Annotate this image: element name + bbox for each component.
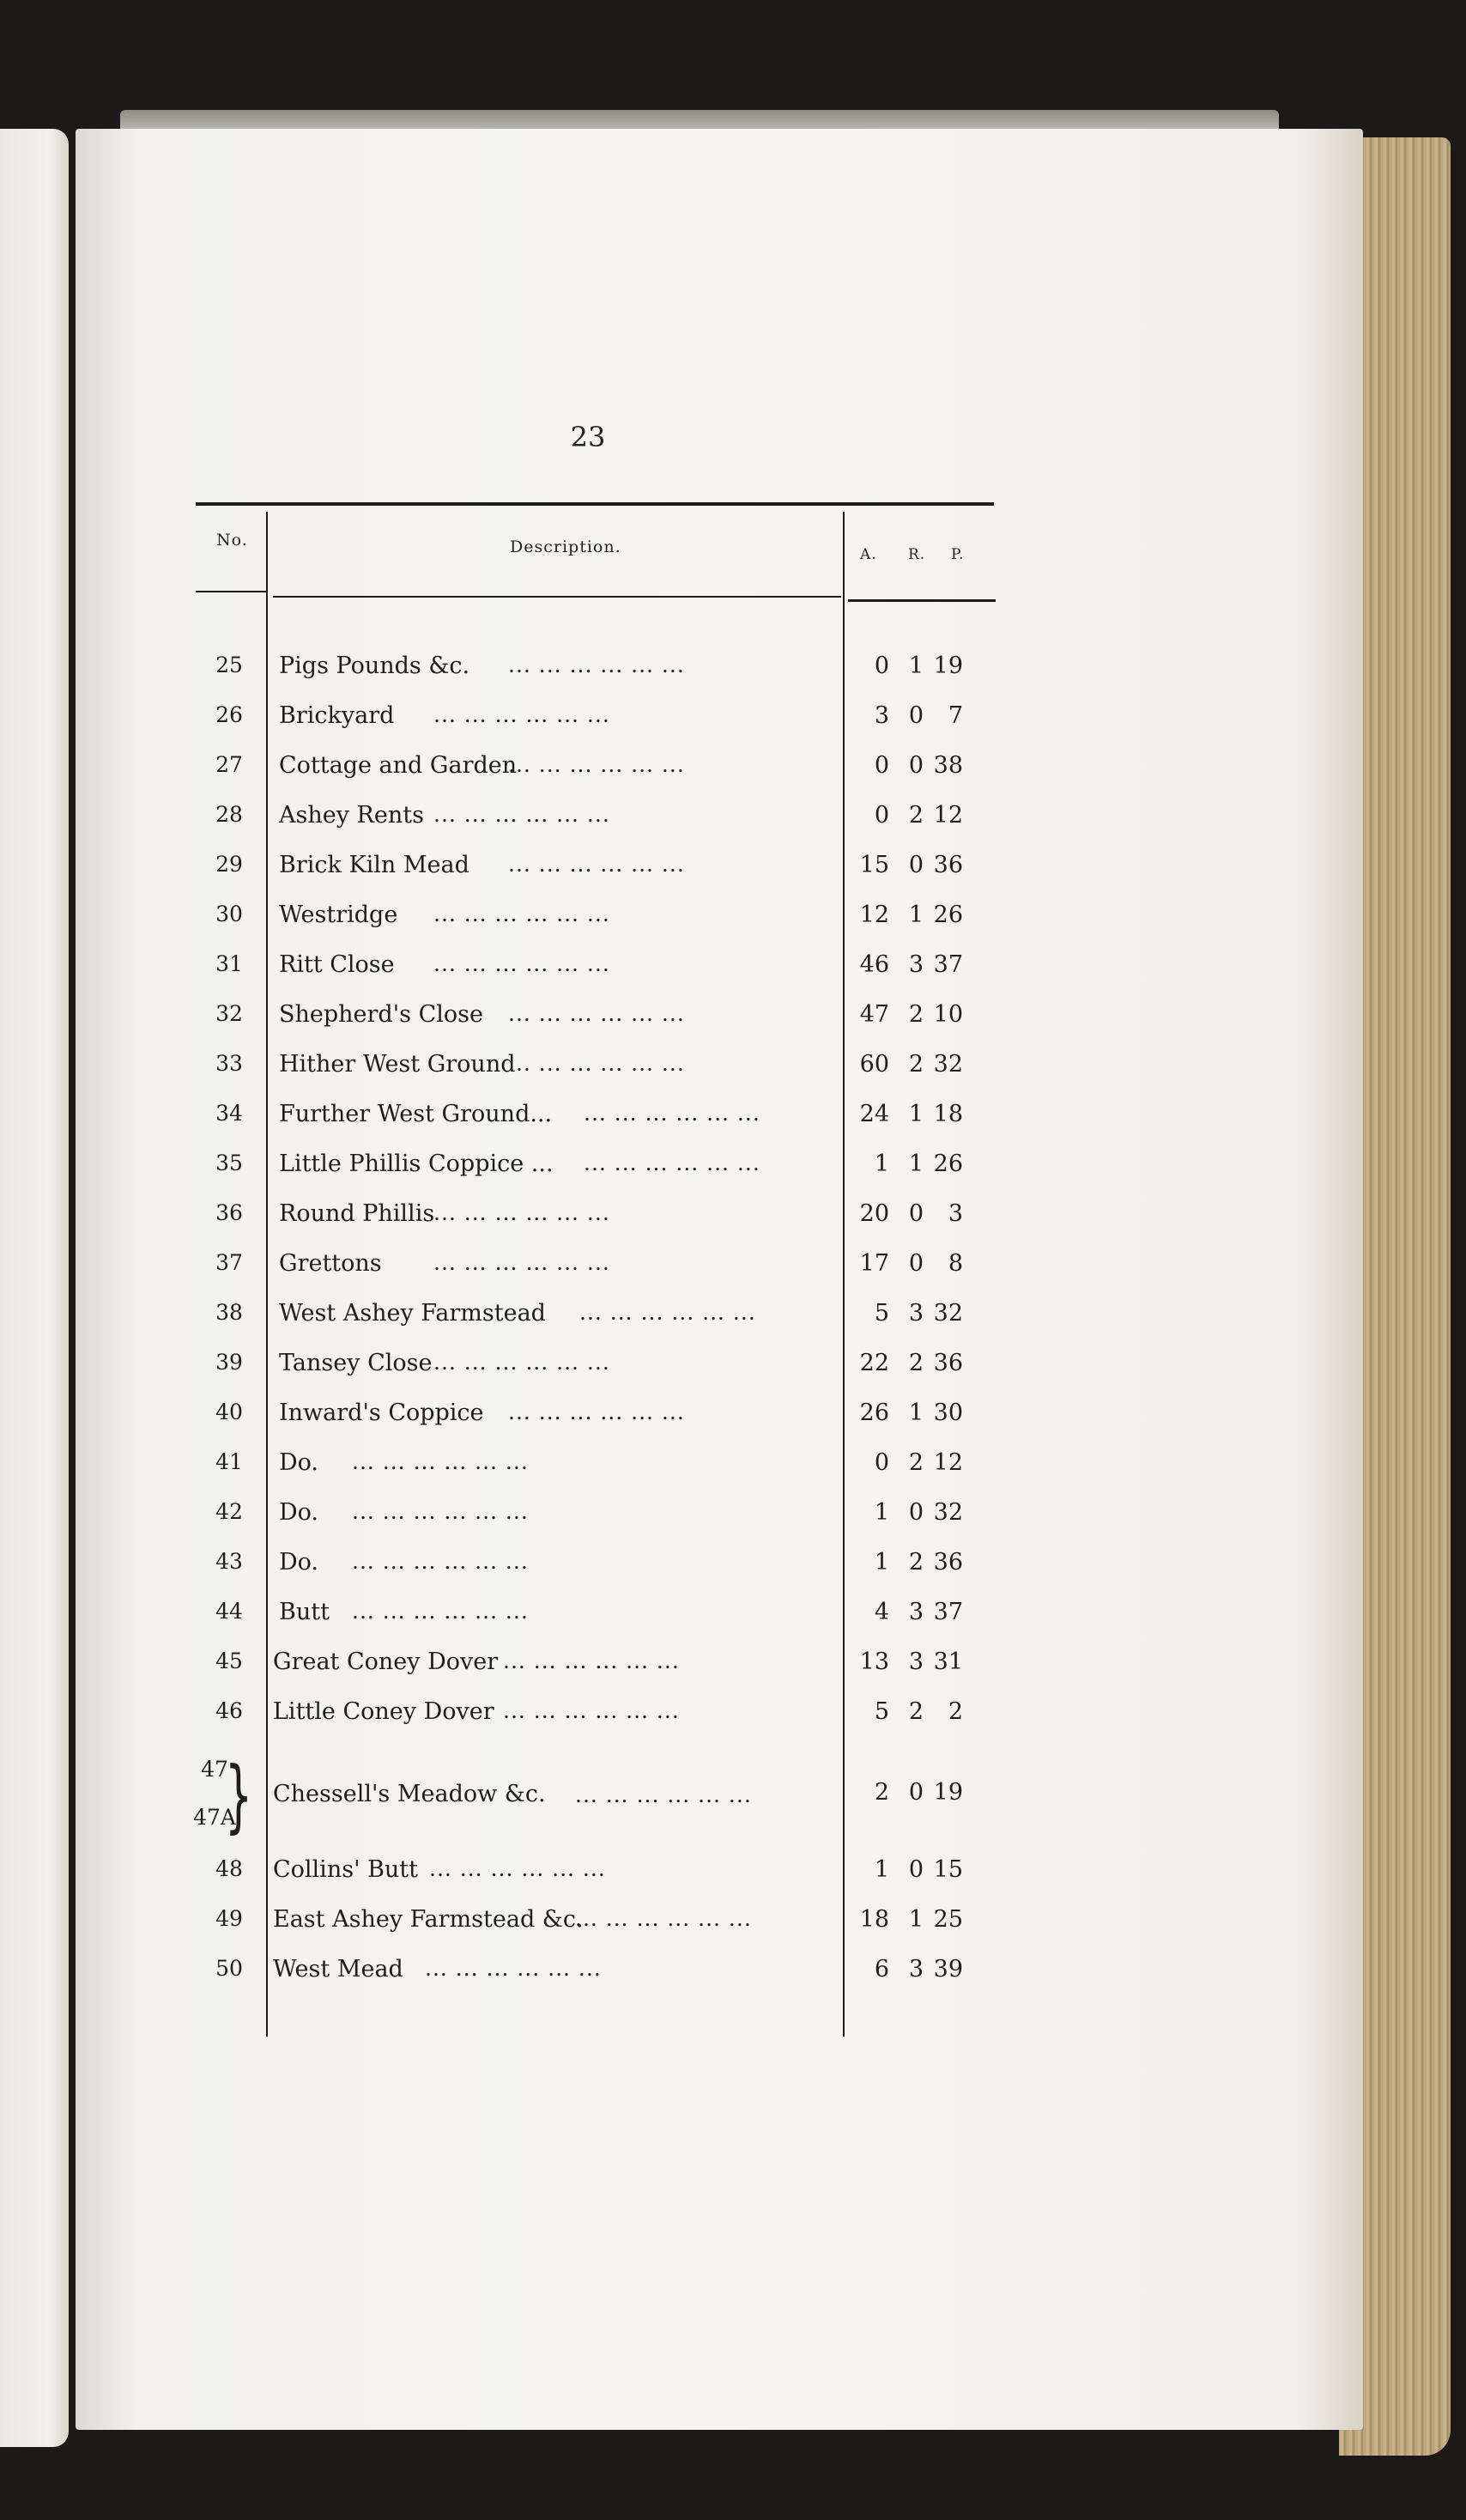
leader-dots: ... ... ... ... ... ... (433, 902, 610, 926)
value-acres: 46 (859, 951, 889, 978)
row-description: Pigs Pounds &c. (279, 653, 470, 679)
table-top-rule (196, 502, 994, 506)
table-row (0, 1200, 1466, 1235)
value-roods: 0 (908, 1779, 924, 1806)
value-acres: 47 (859, 1001, 889, 1028)
value-perches: 36 (933, 1350, 963, 1376)
value-perches: 32 (933, 1300, 963, 1327)
table-row (0, 752, 1466, 786)
leader-dots: ... ... ... ... ... ... (433, 702, 610, 727)
value-roods: 2 (908, 1449, 924, 1476)
value-perches: 36 (933, 852, 963, 878)
leader-dots: ... ... ... ... ... ... (433, 1200, 610, 1225)
header-r: R. (908, 546, 926, 563)
row-number: 43 (215, 1549, 243, 1574)
row-number: 41 (215, 1449, 243, 1474)
table-row (0, 1449, 1466, 1484)
row-number: 39 (215, 1350, 243, 1375)
leader-dots: ... ... ... ... ... ... (575, 1782, 752, 1807)
leader-dots: ... ... ... ... ... ... (352, 1499, 529, 1524)
page-number: 23 (570, 421, 606, 453)
value-roods: 3 (908, 951, 924, 978)
table-row (0, 951, 1466, 986)
leader-dots: ... ... ... ... ... ... (425, 1956, 602, 1981)
table-row (0, 1499, 1466, 1533)
row-description: Inward's Coppice (279, 1400, 484, 1426)
row-number-alt: 47A (193, 1805, 236, 1830)
row-description: Little Coney Dover (273, 1698, 494, 1725)
table-row (0, 1001, 1466, 1035)
row-number: 47 (201, 1757, 228, 1782)
value-roods: 0 (908, 752, 924, 779)
value-roods: 2 (908, 1698, 924, 1725)
value-acres: 15 (859, 852, 889, 878)
table-row (0, 702, 1466, 737)
value-roods: 2 (908, 1051, 924, 1078)
leader-dots: ... ... ... ... ... ... (433, 802, 610, 827)
header-rule-description (273, 596, 841, 598)
value-acres: 17 (859, 1250, 889, 1277)
value-acres: 4 (874, 1599, 889, 1625)
row-number: 36 (215, 1200, 243, 1225)
row-description: West Mead (273, 1956, 403, 1983)
value-perches: 32 (933, 1499, 963, 1526)
row-number: 25 (215, 653, 243, 677)
leader-dots: ... ... ... ... ... ... (352, 1449, 529, 1474)
value-perches: 3 (948, 1200, 963, 1227)
value-roods: 3 (908, 1649, 924, 1675)
table-row (0, 1856, 1466, 1891)
header-rule-values (848, 599, 996, 602)
row-description: Ashey Rents (279, 802, 424, 829)
leader-dots: ... ... ... ... ... ... (508, 1051, 685, 1076)
value-perches: 38 (933, 752, 963, 779)
leader-dots: ... ... ... ... ... ... (352, 1599, 529, 1624)
row-number: 34 (215, 1101, 243, 1126)
value-acres: 0 (874, 752, 889, 779)
value-roods: 1 (908, 1400, 924, 1426)
value-acres: 1 (874, 1499, 889, 1526)
table-row (0, 1151, 1466, 1185)
table-row (0, 1599, 1466, 1633)
table-row (0, 1051, 1466, 1085)
header-description: Description. (510, 537, 621, 556)
row-description: Do. (279, 1449, 319, 1476)
row-description: Brickyard (279, 702, 395, 729)
row-number: 42 (215, 1499, 243, 1524)
value-roods: 3 (908, 1956, 924, 1983)
value-acres: 13 (859, 1649, 889, 1675)
value-perches: 8 (948, 1250, 963, 1277)
value-roods: 0 (908, 1200, 924, 1227)
value-acres: 3 (874, 702, 889, 729)
value-perches: 37 (933, 951, 963, 978)
value-acres: 12 (859, 902, 889, 928)
value-perches: 36 (933, 1549, 963, 1576)
value-perches: 19 (933, 653, 963, 679)
value-roods: 1 (908, 1101, 924, 1127)
header-no: No. (216, 531, 248, 550)
value-perches: 12 (933, 1449, 963, 1476)
value-roods: 0 (908, 702, 924, 729)
table-row-bracketed (0, 1750, 1466, 1848)
leader-dots: ... ... ... ... ... ... (584, 1151, 760, 1175)
table-row (0, 802, 1466, 836)
leader-dots: ... ... ... ... ... ... (352, 1549, 529, 1574)
header-rule-no (196, 591, 266, 592)
table-row (0, 1300, 1466, 1334)
leader-dots: ... ... ... ... ... ... (508, 1001, 685, 1026)
row-number: 28 (215, 802, 243, 827)
row-description: Do. (279, 1499, 319, 1526)
row-description: Do. (279, 1549, 319, 1576)
leader-dots: ... ... ... ... ... ... (508, 653, 685, 677)
value-acres: 5 (874, 1698, 889, 1725)
value-perches: 26 (933, 902, 963, 928)
row-number: 50 (215, 1956, 243, 1981)
row-number: 30 (215, 902, 243, 926)
table-row (0, 1906, 1466, 1940)
leader-dots: ... ... ... ... ... ... (433, 951, 610, 976)
table-row (0, 1400, 1466, 1434)
table-row (0, 902, 1466, 936)
leader-dots: ... ... ... ... ... ... (575, 1906, 752, 1931)
leader-dots: ... ... ... ... ... ... (503, 1698, 680, 1723)
value-perches: 30 (933, 1400, 963, 1426)
value-perches: 7 (948, 702, 963, 729)
row-number: 31 (215, 951, 243, 976)
value-roods: 2 (908, 1001, 924, 1028)
leader-dots: ... ... ... ... ... ... (433, 1250, 610, 1275)
value-roods: 1 (908, 1151, 924, 1177)
value-perches: 18 (933, 1101, 963, 1127)
value-perches: 31 (933, 1649, 963, 1675)
value-roods: 0 (908, 1250, 924, 1277)
row-description: Shepherd's Close (279, 1001, 483, 1028)
row-number: 33 (215, 1051, 243, 1076)
row-number: 26 (215, 702, 243, 727)
value-roods: 0 (908, 852, 924, 878)
value-roods: 2 (908, 1549, 924, 1576)
value-perches: 25 (933, 1906, 963, 1933)
value-perches: 39 (933, 1956, 963, 1983)
value-perches: 15 (933, 1856, 963, 1883)
value-acres: 2 (874, 1779, 889, 1806)
value-roods: 1 (908, 653, 924, 679)
row-description: Further West Ground... (279, 1101, 553, 1127)
row-description: Little Phillis Coppice ... (279, 1151, 554, 1177)
row-number: 48 (215, 1856, 243, 1881)
row-number: 45 (215, 1649, 243, 1673)
table-row (0, 1649, 1466, 1683)
row-number: 27 (215, 752, 243, 777)
value-acres: 26 (859, 1400, 889, 1426)
leader-dots: ... ... ... ... ... ... (429, 1856, 606, 1881)
value-roods: 3 (908, 1300, 924, 1327)
row-description: Tansey Close (279, 1350, 433, 1376)
value-acres: 18 (859, 1906, 889, 1933)
leader-dots: ... ... ... ... ... ... (433, 1350, 610, 1375)
table-row (0, 1101, 1466, 1135)
value-acres: 1 (874, 1549, 889, 1576)
value-perches: 26 (933, 1151, 963, 1177)
row-description: Butt (279, 1599, 330, 1625)
row-number: 35 (215, 1151, 243, 1175)
header-p: P. (951, 546, 965, 563)
row-description: Grettons (279, 1250, 382, 1277)
table-row (0, 852, 1466, 886)
value-perches: 19 (933, 1779, 963, 1806)
leader-dots: ... ... ... ... ... ... (503, 1649, 680, 1673)
row-description: East Ashey Farmstead &c. (273, 1906, 584, 1933)
table-row (0, 1250, 1466, 1284)
row-description: Hither West Ground (279, 1051, 516, 1078)
row-description: Ritt Close (279, 951, 395, 978)
value-perches: 10 (933, 1001, 963, 1028)
leader-dots: ... ... ... ... ... ... (508, 752, 685, 777)
value-acres: 0 (874, 653, 889, 679)
value-roods: 0 (908, 1499, 924, 1526)
value-acres: 22 (859, 1350, 889, 1376)
value-acres: 6 (874, 1956, 889, 1983)
table-row (0, 1956, 1466, 1990)
value-roods: 2 (908, 802, 924, 829)
table-row (0, 653, 1466, 687)
row-number: 44 (215, 1599, 243, 1624)
row-description: Westridge (279, 902, 398, 928)
value-acres: 5 (874, 1300, 889, 1327)
value-roods: 2 (908, 1350, 924, 1376)
value-perches: 2 (948, 1698, 963, 1725)
row-description: West Ashey Farmstead (279, 1300, 546, 1327)
leader-dots: ... ... ... ... ... ... (579, 1300, 756, 1325)
row-description: Brick Kiln Mead (279, 852, 469, 878)
table-row (0, 1698, 1466, 1733)
table-row (0, 1350, 1466, 1384)
row-number: 46 (215, 1698, 243, 1723)
value-acres: 0 (874, 1449, 889, 1476)
value-roods: 3 (908, 1599, 924, 1625)
value-perches: 12 (933, 802, 963, 829)
leader-dots: ... ... ... ... ... ... (584, 1101, 760, 1126)
value-acres: 60 (859, 1051, 889, 1078)
row-description: Cottage and Garden (279, 752, 518, 779)
row-number: 49 (215, 1906, 243, 1931)
value-acres: 20 (859, 1200, 889, 1227)
leader-dots: ... ... ... ... ... ... (508, 1400, 685, 1424)
facing-page-edge (0, 129, 69, 2447)
row-number: 29 (215, 852, 243, 877)
leader-dots: ... ... ... ... ... ... (508, 852, 685, 877)
header-a: A. (860, 546, 877, 563)
row-description: Round Phillis (279, 1200, 435, 1227)
value-roods: 0 (908, 1856, 924, 1883)
row-description: Collins' Butt (273, 1856, 419, 1883)
row-number: 38 (215, 1300, 243, 1325)
value-acres: 1 (874, 1151, 889, 1177)
row-description: Great Coney Dover (273, 1649, 499, 1675)
value-roods: 1 (908, 902, 924, 928)
table-row (0, 1549, 1466, 1583)
value-acres: 24 (859, 1101, 889, 1127)
row-number: 40 (215, 1400, 243, 1424)
value-perches: 32 (933, 1051, 963, 1078)
value-roods: 1 (908, 1906, 924, 1933)
row-number: 37 (215, 1250, 243, 1275)
row-description: Chessell's Meadow &c. (273, 1781, 546, 1807)
value-acres: 0 (874, 802, 889, 829)
value-acres: 1 (874, 1856, 889, 1883)
row-number: 32 (215, 1001, 243, 1026)
value-perches: 37 (933, 1599, 963, 1625)
brace-icon: } (225, 1750, 253, 1842)
